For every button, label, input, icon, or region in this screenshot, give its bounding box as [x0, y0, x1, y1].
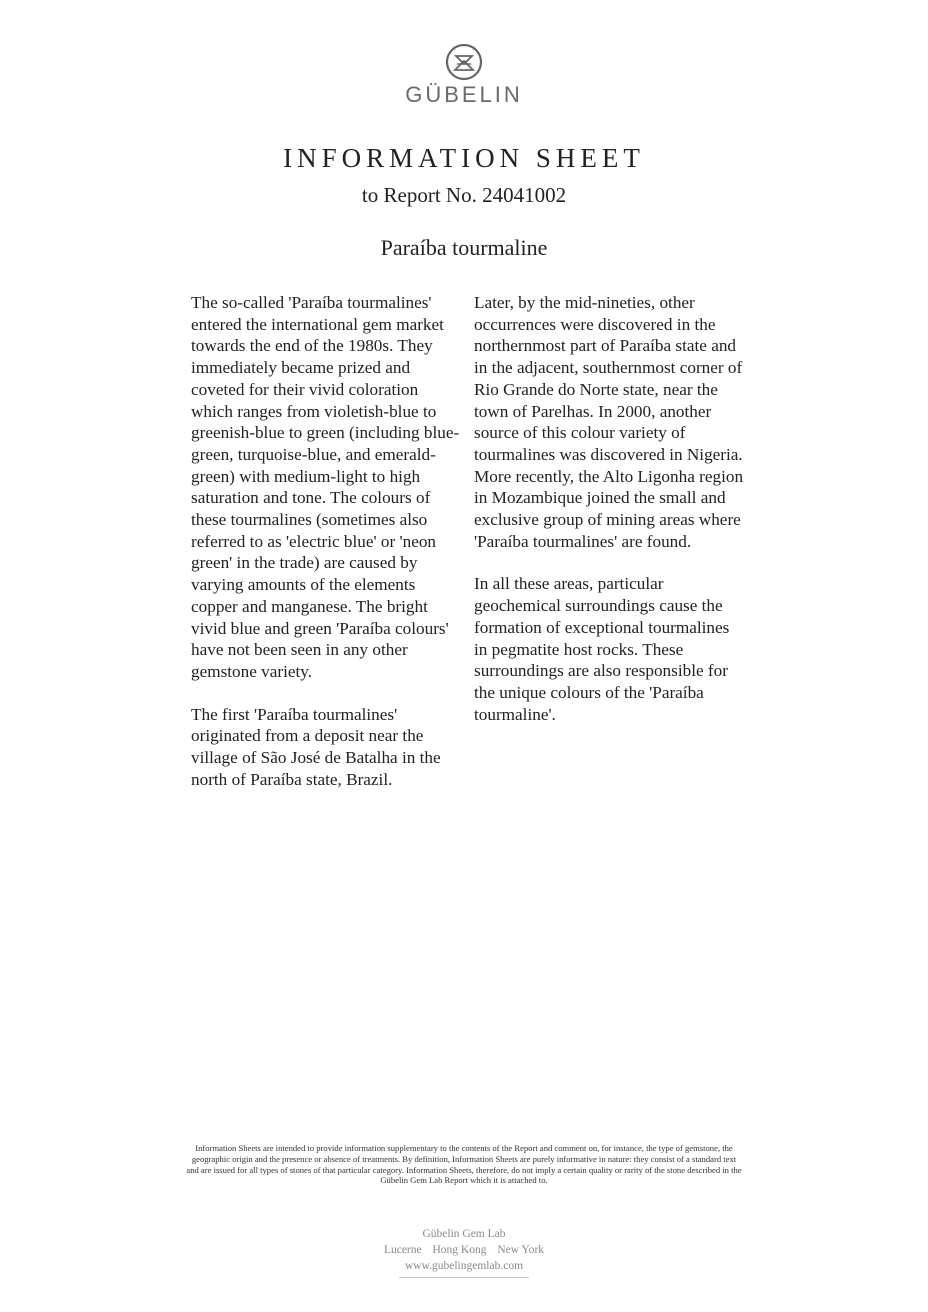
lab-locations — [0, 1242, 928, 1258]
stone-name: Paraíba tourmaline — [380, 235, 548, 260]
city: New York — [497, 1244, 545, 1256]
city: Hong Kong — [432, 1244, 487, 1256]
disclaimer: Information Sheets are intended to provide information supplementary to the contents of the Report and comment on, for instance, the type of gemstone, the geographic origin and the presence or absence of treatments. By definition, Information Sheets are purely informative in nature: they consist of a standard text and are issued for all types of stones of that particular category. Information Sheets, therefore, do not imply a certain quality or rarity of the stone described in the Gübelin Gem Lab Report which it is attached to. — [186, 1143, 742, 1186]
gubelin-monogram-icon — [444, 42, 484, 82]
body-left-column — [191, 292, 463, 811]
city: Lucerne — [383, 1244, 422, 1256]
body-paragraph: The so-called 'Paraíba tourmalines' entered the international gem market towards the end of the 1980s. They immediately became prized and coveted for their vivid coloration which ranges from violetish-blue to greenish-blue to green (including blue-green, turquoise-blue, and emerald-green) with medium-light to high saturation and tone. The colours of these tourmalines (sometimes also referred to as 'electric blue' or 'neon green' in the trade) are caused by varying amounts of the elements copper and manganese. The bright vivid blue and green 'Paraíba colours' have not been seen in any other gemstone variety. — [191, 293, 460, 681]
document-title: INFORMATION SHEET — [283, 143, 645, 173]
body-paragraph: Later, by the mid-nineties, other occurrences were discovered in the northernmost part of Paraíba state and in the adjacent, southernmost corner of Rio Grande do Norte state, near the town of Parelhas. In 2000, another source of this colour variety of tourmalines was discovered in Nigeria. More recently, the Alto Ligonha region in Mozambique joined the small and exclusive group of mining areas where 'Paraíba tourmalines' are found. — [474, 293, 744, 551]
body-right-column — [474, 292, 746, 746]
brand-logo — [0, 42, 928, 108]
lab-name: Gübelin Gem Lab — [422, 1228, 506, 1240]
brand-wordmark: GÜBELIN — [405, 82, 523, 107]
body-paragraph: The first 'Paraíba tourmalines' originated from a deposit near the village of São José de Batalha in the north of Paraíba state, Brazil. — [191, 704, 441, 789]
body-paragraph: In all these areas, particular geochemical surroundings cause the formation of exceptional tourmalines in pegmatite host rocks. These surroundings are also responsible for the unique colours of the 'Paraíba tourmaline'. — [474, 574, 730, 724]
footer — [0, 1226, 928, 1278]
website-link[interactable]: www.gubelingemlab.com — [404, 1260, 524, 1272]
footer-divider — [399, 1277, 529, 1278]
report-number: to Report No. 24041002 — [361, 183, 567, 207]
